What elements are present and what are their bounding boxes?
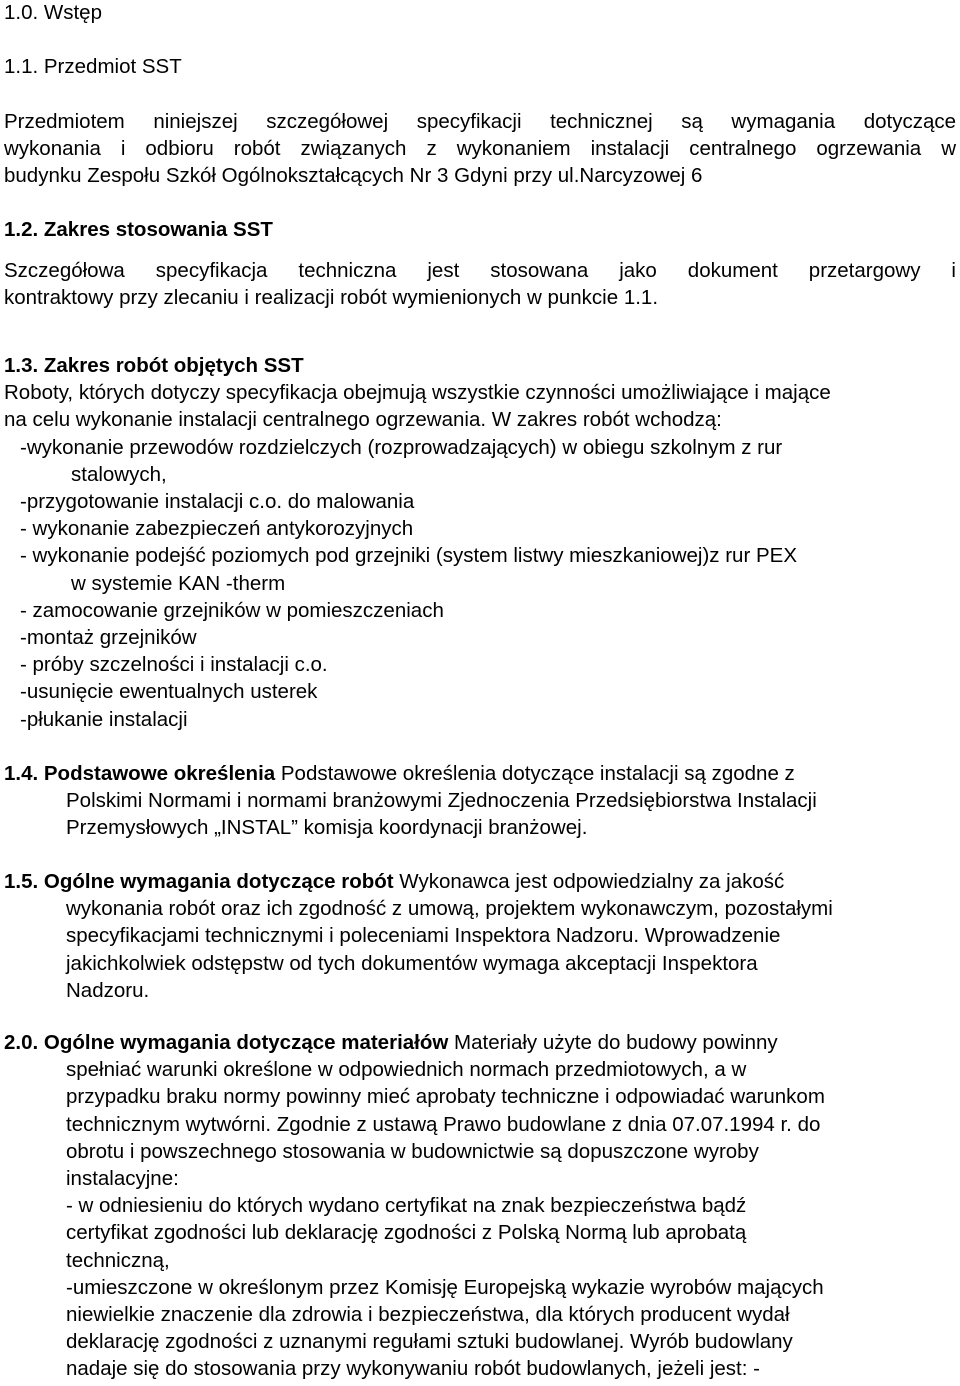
section-1-4: [4, 760, 956, 842]
section-2-0-heading: 2.0. Ogólne wymagania dotyczące materiałów: [4, 1031, 449, 1054]
section-1-3-heading: 1.3. Zakres robót objętych SST: [4, 354, 304, 377]
section-1-1-paragraph: [4, 108, 956, 190]
paragraph-line: Przedmiotem niniejszej szczegółowej specyfikacji technicznej są wymagania dotyczące: [4, 110, 956, 133]
paragraph-line: technicznym wytwórni. Zgodnie z ustawą Prawo budowlane z dnia 07.07.1994 r. do: [66, 1112, 821, 1136]
list-item: - wykonanie zabezpieczeń antykorozyjnych: [20, 517, 414, 541]
paragraph-line: instalacyjne:: [66, 1167, 179, 1191]
paragraph-line: certyfikat zgodności lub deklarację zgodności z Polską Normą lub aprobatą: [66, 1221, 747, 1245]
section-first-line: [4, 868, 956, 895]
paragraph-line: wykonania i odbioru robót związanych z wykonaniem instalacji centralnego ogrzewania w: [4, 137, 956, 161]
section-1-5: [4, 868, 956, 1004]
section-1-2-paragraph: [4, 257, 956, 311]
list-item-continuation: w systemie KAN -therm: [71, 571, 286, 595]
list-item: - zamocowanie grzejników w pomieszczeniach: [20, 598, 444, 622]
section-1-0-heading: [4, 0, 956, 26]
heading-text: 1.2. Zakres stosowania SST: [4, 218, 273, 241]
list-item: -płukanie instalacji: [20, 707, 188, 731]
section-1-4-heading: 1.4. Podstawowe określenia: [4, 762, 276, 785]
paragraph-line: budynku Zespołu Szkół Ogólnokształcących Nr 3 Gdyni przy ul.Narcyzowej 6: [4, 164, 703, 188]
paragraph-text: Materiały użyte do budowy powinny: [448, 1031, 778, 1054]
section-first-line: [4, 760, 956, 787]
list-item: -montaż grzejników: [20, 626, 197, 650]
paragraph-line: Roboty, których dotyczy specyfikacja obejmują wszystkie czynności umożliwiające i mające: [4, 381, 831, 405]
paragraph-line: wykonania robót oraz ich zgodność z umową, projektem wykonawczym, pozostałymi: [66, 897, 833, 921]
section-2-0: [4, 1029, 956, 1383]
paragraph-line: Polskimi Normami i normami branżowymi Zjednoczenia Przedsiębiorstwa Instalacji: [66, 789, 817, 813]
paragraph-line: niewielkie znaczenie dla zdrowia i bezpieczeństwa, dla których producent wydał: [66, 1303, 790, 1327]
paragraph-line: specyfikacjami technicznymi i poleceniami Inspektora Nadzoru. Wprowadzenie: [66, 924, 781, 948]
list-item: - wykonanie podejść poziomych pod grzejniki (system listwy mieszkaniowej)z rur PEX: [20, 544, 797, 568]
list-item-continuation: stalowych,: [71, 462, 167, 486]
section-1-3: [4, 352, 956, 733]
paragraph-line: przypadku braku normy powinny mieć aprobaty techniczne i odpowiadać warunkom: [66, 1085, 825, 1109]
paragraph-line: Przemysłowych „INSTAL” komisja koordynacji branżowej.: [66, 816, 588, 840]
section-1-2-heading: [4, 216, 956, 243]
section-1-5-heading: 1.5. Ogólne wymagania dotyczące robót: [4, 870, 394, 893]
paragraph-line: na celu wykonanie instalacji centralnego ogrzewania. W zakres robót wchodzą:: [4, 408, 722, 432]
paragraph-line: obrotu i powszechnego stosowania w budownictwie są dopuszczone wyroby: [66, 1139, 759, 1163]
list-item: -usunięcie ewentualnych usterek: [20, 680, 318, 704]
paragraph-text: Podstawowe określenia dotyczące instalacji są zgodne z: [275, 762, 795, 785]
heading-text: 1.1. Przedmiot SST: [4, 55, 182, 78]
paragraph-line: spełniać warunki określone w odpowiednich normach przedmiotowych, a w: [66, 1058, 747, 1082]
list-item: -wykonanie przewodów rozdzielczych (rozprowadzających) w obiegu szkolnym z rur: [20, 435, 783, 459]
paragraph-line: - w odniesieniu do których wydano certyfikat na znak bezpieczeństwa bądź: [66, 1194, 747, 1218]
paragraph-line: Szczegółowa specyfikacja techniczna jest stosowana jako dokument przetargowy i: [4, 259, 956, 282]
section-1-1-heading: [4, 53, 956, 80]
list-item: -przygotowanie instalacji c.o. do malowania: [20, 490, 415, 514]
paragraph-line: deklarację zgodności z uznanymi regułami sztuki budowlanej. Wyrób budowlany: [66, 1330, 793, 1354]
paragraph-line: Nadzoru.: [66, 978, 150, 1002]
heading-text: 1.0. Wstęp: [4, 1, 102, 24]
paragraph-line: -umieszczone w określonym przez Komisję Europejską wykazie wyrobów mających: [66, 1275, 824, 1299]
paragraph-line: techniczną,: [66, 1248, 170, 1272]
paragraph-text: Wykonawca jest odpowiedzialny za jakość: [393, 870, 785, 893]
paragraph-line: kontraktowy przy zlecaniu i realizacji robót wymienionych w punkcie 1.1.: [4, 286, 659, 310]
section-first-line: [4, 1029, 956, 1056]
paragraph-line: jakichkolwiek odstępstw od tych dokumentów wymaga akceptacji Inspektora: [66, 951, 758, 975]
paragraph-line: nadaje się do stosowania przy wykonywaniu robót budowlanych, jeżeli jest: -: [66, 1357, 760, 1381]
list-item: - próby szczelności i instalacji c.o.: [20, 653, 328, 677]
